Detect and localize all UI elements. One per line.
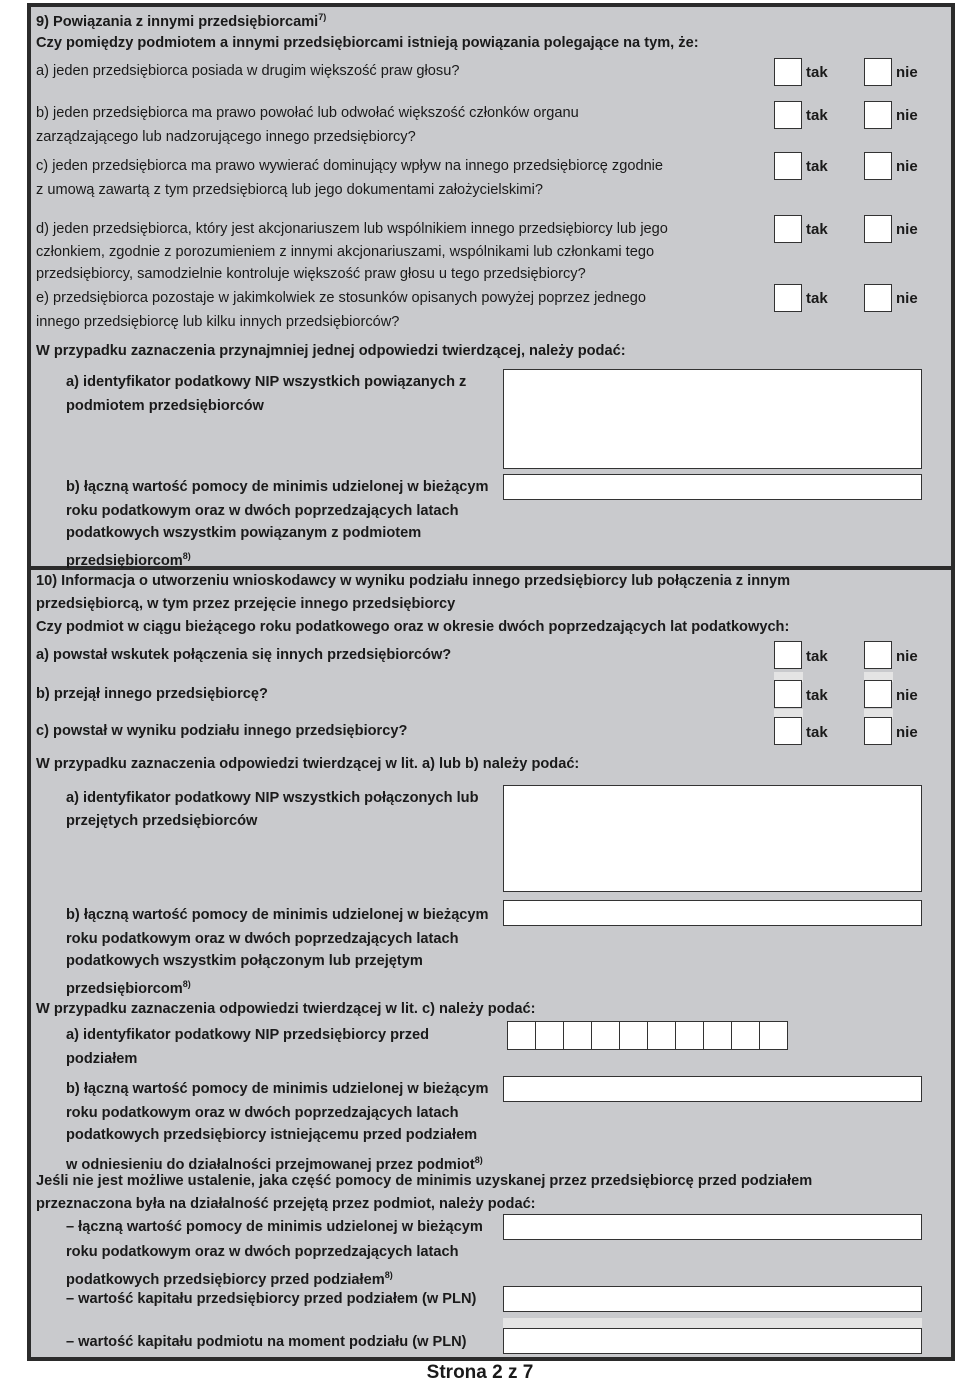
q10a-no-checkbox[interactable] — [864, 641, 892, 669]
q9c-yes-label: tak — [806, 158, 828, 175]
s10-aid-label-line4: przedsiębiorcom$^{8)}$ — [66, 979, 191, 997]
q9a-no-label: nie — [896, 64, 918, 81]
nip-digit-box[interactable] — [647, 1021, 676, 1050]
nip-digit-box[interactable] — [507, 1021, 536, 1050]
q10b-no-label: nie — [896, 687, 918, 704]
q10a-no-label: nie — [896, 648, 918, 665]
section-9-heading: 9) Powiązania z innymi przedsiębiorcami$^{7)}$ — [36, 12, 327, 30]
q9a-no-checkbox[interactable] — [864, 58, 892, 86]
s9-aid-value-field[interactable] — [503, 474, 922, 500]
q10c-label: c) powstał w wyniku podziału innego przedsiębiorcy? — [36, 723, 408, 739]
q9e-label-line1: e) przedsiębiorca pozostaje w jakimkolwiek ze stosunków opisanych powyżej poprzez jednego — [36, 290, 647, 306]
nip-digit-box[interactable] — [535, 1021, 564, 1050]
s10-nip-label-line1: a) identyfikator podatkowy NIP wszystkich połączonych lub — [66, 790, 479, 806]
split-nip-digit-grid — [507, 1021, 787, 1050]
q9d-yes-label: tak — [806, 221, 828, 238]
q9d-label-line2: członkiem, zgodnie z porozumieniem z innymi akcjonariuszami, wspólnikami lub członkami tego — [36, 244, 655, 260]
split-aid-label-line2: roku podatkowym oraz w dwóch poprzedzających latach — [66, 1105, 459, 1121]
nip-digit-box[interactable] — [563, 1021, 592, 1050]
nip-digit-box[interactable] — [591, 1021, 620, 1050]
split-nip-label-line1: a) identyfikator podatkowy NIP przedsiębiorcy przed — [66, 1027, 430, 1043]
q10a-yes-checkbox[interactable] — [774, 641, 802, 669]
q9c-label-line1: c) jeden przedsiębiorca ma prawo wywierać dominujący wpływ na innego przedsiębiorcę zgodnie — [36, 158, 664, 174]
q10b-yes-checkbox[interactable] — [774, 680, 802, 708]
q9c-yes-checkbox[interactable] — [774, 152, 802, 180]
split-nip-label-line2: podziałem — [66, 1051, 138, 1067]
split-total-aid-label-line3: podatkowych przedsiębiorcy przed podziałem$^{8)}$ — [66, 1270, 393, 1288]
capital-at-split-field[interactable] — [503, 1328, 922, 1354]
q9e-no-checkbox[interactable] — [864, 284, 892, 312]
q9e-label-line2: innego przedsiębiorcę lub kilku innych przedsiębiorców? — [36, 314, 400, 330]
s9-aid-label-line3: podatkowych wszystkim powiązanym z podmiotem — [66, 525, 422, 541]
split-note-line1: Jeśli nie jest możliwe ustalenie, jaka część pomocy de minimis uzyskanej przez przedsiębiorcę przed podziałem — [36, 1173, 813, 1189]
capital-before-split-field[interactable] — [503, 1286, 922, 1312]
s10-nip-field[interactable] — [503, 785, 922, 892]
split-total-aid-label-line2: roku podatkowym oraz w dwóch poprzedzających latach — [66, 1244, 459, 1260]
q9d-label-line1: d) jeden przedsiębiorca, który jest akcjonariuszem lub wspólnikiem innego przedsiębiorcy lub jego — [36, 221, 668, 237]
q9b-no-label: nie — [896, 107, 918, 124]
split-aid-label-line4: w odniesieniu do działalności przejmowanej przez podmiot$^{8)}$ — [66, 1155, 483, 1173]
s10-nip-label-line2: przejętych przedsiębiorców — [66, 813, 258, 829]
s9-aid-label-line2: roku podatkowym oraz w dwóch poprzedzających latach — [66, 503, 459, 519]
q10b-yes-label: tak — [806, 687, 828, 704]
q9d-label-line3: przedsiębiorcy, samodzielnie kontroluje większość praw głosu u tego przedsiębiorcy? — [36, 266, 586, 282]
s10-aid-label-line3: podatkowych wszystkim połączonym lub przejętym — [66, 953, 423, 969]
section-9-intro: Czy pomiędzy podmiotem a innymi przedsiębiorcami istnieją powiązania polegające na tym, że: — [36, 35, 699, 51]
section-9-note: W przypadku zaznaczenia przynajmniej jednej odpowiedzi twierdzącej, należy podać: — [36, 343, 626, 359]
q9c-label-line2: z umową zawartą z tym przedsiębiorcą lub jego dokumentami założycielskimi? — [36, 182, 543, 198]
split-aid-label-line3: podatkowych przedsiębiorcy istniejącemu przed podziałem — [66, 1127, 478, 1143]
split-aid-value-field[interactable] — [503, 1076, 922, 1102]
s10-aid-label-line2: roku podatkowym oraz w dwóch poprzedzających latach — [66, 931, 459, 947]
section-10-heading-line1: 10) Informacja o utworzeniu wnioskodawcy w wyniku podziału innego przedsiębiorcy lub połączenia z innym — [36, 573, 791, 589]
q10c-yes-label: tak — [806, 724, 828, 741]
q9a-label: a) jeden przedsiębiorca posiada w drugim większość praw głosu? — [36, 63, 460, 79]
split-note-line2: przeznaczona była na działalność przejętą przez podmiot, należy podać: — [36, 1196, 536, 1212]
q9a-yes-checkbox[interactable] — [774, 58, 802, 86]
section-10-intro: Czy podmiot w ciągu bieżącego roku podatkowego oraz w okresie dwóch poprzedzających lat podatkowych: — [36, 619, 790, 635]
s9-nip-label-line1: a) identyfikator podatkowy NIP wszystkich powiązanych z — [66, 374, 467, 390]
s9-nip-field[interactable] — [503, 369, 922, 469]
q9d-yes-checkbox[interactable] — [774, 215, 802, 243]
page-number: Strona 2 z 7 — [426, 1362, 534, 1383]
capital-before-split-label: – wartość kapitału przedsiębiorcy przed podziałem (w PLN) — [66, 1291, 477, 1307]
split-total-aid-field[interactable] — [503, 1214, 922, 1240]
nip-digit-box[interactable] — [731, 1021, 760, 1050]
section-10-heading-line2: przedsiębiorcą, w tym przez przejęcie innego przedsiębiorcy — [36, 596, 456, 612]
q9b-label-line1: b) jeden przedsiębiorca ma prawo powołać lub odwołać większość członków organu — [36, 105, 579, 121]
q10b-label: b) przejął innego przedsiębiorcę? — [36, 686, 268, 702]
q9b-yes-checkbox[interactable] — [774, 101, 802, 129]
q9e-yes-label: tak — [806, 290, 828, 307]
q10c-no-label: nie — [896, 724, 918, 741]
q9b-yes-label: tak — [806, 107, 828, 124]
q10c-no-checkbox[interactable] — [864, 717, 892, 745]
q10a-yes-label: tak — [806, 648, 828, 665]
section-10-note-ab: W przypadku zaznaczenia odpowiedzi twierdzącej w lit. a) lub b) należy podać: — [36, 756, 580, 772]
q10a-label: a) powstał wskutek połączenia się innych przedsiębiorców? — [36, 647, 452, 663]
split-total-aid-label-line1: – łączną wartość pomocy de minimis udzielonej w bieżącym — [66, 1219, 483, 1235]
s10-aid-value-field[interactable] — [503, 900, 922, 926]
q9b-no-checkbox[interactable] — [864, 101, 892, 129]
s10-aid-label-line1: b) łączną wartość pomocy de minimis udzielonej w bieżącym — [66, 907, 489, 923]
q9d-no-label: nie — [896, 221, 918, 238]
q10b-no-checkbox[interactable] — [864, 680, 892, 708]
s9-nip-label-line2: podmiotem przedsiębiorców — [66, 398, 264, 414]
q9a-yes-label: tak — [806, 64, 828, 81]
nip-digit-box[interactable] — [759, 1021, 788, 1050]
q9e-no-label: nie — [896, 290, 918, 307]
q9c-no-checkbox[interactable] — [864, 152, 892, 180]
section-10-note-c: W przypadku zaznaczenia odpowiedzi twierdzącej w lit. c) należy podać: — [36, 1001, 536, 1017]
q9c-no-label: nie — [896, 158, 918, 175]
split-aid-label-line1: b) łączną wartość pomocy de minimis udzielonej w bieżącym — [66, 1081, 489, 1097]
q9d-no-checkbox[interactable] — [864, 215, 892, 243]
q9b-label-line2: zarządzającego lub nadzorującego innego przedsiębiorcy? — [36, 129, 416, 145]
q10c-yes-checkbox[interactable] — [774, 717, 802, 745]
nip-digit-box[interactable] — [703, 1021, 732, 1050]
nip-digit-box[interactable] — [675, 1021, 704, 1050]
capital-at-split-field-stripe — [503, 1318, 922, 1328]
s9-aid-label-line4: przedsiębiorcom$^{8)}$ — [66, 551, 191, 569]
s9-aid-label-line1: b) łączną wartość pomocy de minimis udzielonej w bieżącym — [66, 479, 489, 495]
capital-at-split-label: – wartość kapitału podmiotu na moment podziału (w PLN) — [66, 1334, 467, 1350]
nip-digit-box[interactable] — [619, 1021, 648, 1050]
q9e-yes-checkbox[interactable] — [774, 284, 802, 312]
